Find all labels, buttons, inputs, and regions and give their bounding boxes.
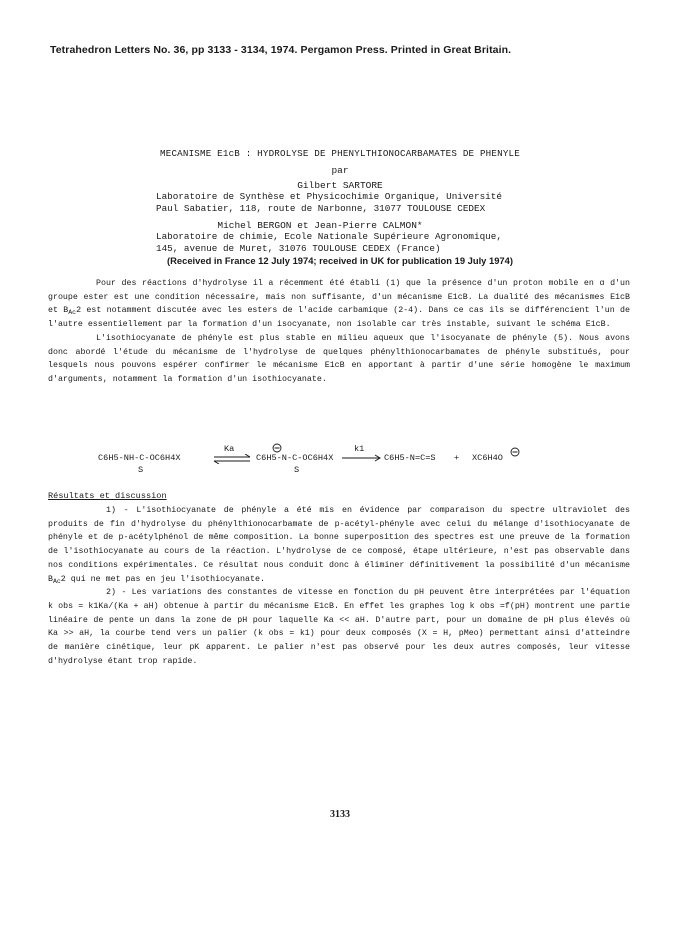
- equilibrium-arrow-icon: [212, 454, 252, 464]
- affiliation-1: [156, 191, 502, 214]
- scheme-intermediate: C6H5-N-C-OC6H4X: [256, 453, 334, 463]
- affiliation-2-line-2: 145, avenue de Muret, 31076 TOULOUSE CEDEX (France): [156, 242, 441, 254]
- scheme-equilibrium-label: Ka: [224, 444, 235, 454]
- by-line: par: [331, 165, 349, 176]
- scheme-reactant-sulfur: S: [138, 465, 144, 475]
- scheme-intermediate-sulfur: S: [294, 465, 300, 475]
- results-p1-subscript: Ac: [52, 577, 61, 585]
- scheme-product-phenolate: XC6H4O: [472, 453, 503, 463]
- affiliation-2: [156, 231, 502, 254]
- scheme-reactant: C6H5-NH-C-OC6H4X: [98, 453, 181, 463]
- forward-arrow-icon: [340, 454, 382, 462]
- intro-p1-text: Pour des réactions d'hydrolyse il a récemment été établi (1) que la présence d'un proton mobile en α d'un groupe ester est une condition nécessaire, mais non suffisante, d'un mécanisme E1cB. La dualité des mécanismes E1cB et B: [48, 279, 630, 316]
- results-paragraph-2: 2) - Les variations des constantes de vitesse en fonction du pH peuvent être interprétées par l'équation k obs = k1Ka/(Ka + aH) obtenue à partir du mécanisme E1cB. En effet les graphes log k obs =f(pH) montrent une partie linéaire de pente un dans la zone de pH pour laquelle Ka << aH. D'autre part, pour un domaine de pH plus élevés où Ka >> aH, la courbe tend vers un palier (k obs = k1) pour deux composés (X = H, pMeo) permettant ainsi d'atteindre de manière cinétique, leur pK apparent. Le palier n'est pas observé pour les deux autres composés, leur vitesse d'hydrolyse étant trop rapide.: [48, 588, 630, 666]
- affiliation-1-line-2: Paul Sabatier, 118, route de Narbonne, 31077 TOULOUSE CEDEX: [156, 202, 486, 214]
- affiliation-2-line-1: Laboratoire de chimie, Ecole Nationale Supérieure Agronomique,: [156, 231, 502, 242]
- scheme-product-isothiocyanate: C6H5-N=C=S: [384, 453, 436, 463]
- author-1: Gilbert SARTORE: [297, 180, 383, 191]
- results-p1-end: 2 qui ne met pas en jeu l'isothiocyanate.: [60, 574, 265, 584]
- journal-header: Tetrahedron Letters No. 36, pp 3133 - 3134, 1974. Pergamon Press. Printed in Great Britain.: [50, 44, 512, 56]
- intro-p1-end: 2 est notamment discutée avec les esters de l'acide carbamique (2-4). Dans ce cas ils se différencient l'un de l'autre essentiellement par la formation d'un isocyanate, non isolable car très instable, suivant le schéma E1cB.: [48, 306, 630, 330]
- results-paragraph-1: [48, 504, 630, 586]
- reaction-scheme: [98, 444, 578, 489]
- results: [48, 504, 630, 668]
- results-p1-text: 1) - L'isothiocyanate de phényle a été mis en évidence par comparaison du spectre ultraviolet des produits de fin d'hydrolyse du phénylthionocarbamate de p-acétyl-phényle avec celui du mélange d'isothiocyanate de phényle et de p-acétylphénol de même composition. La bonne superposition des spectres est une preuve de la formation de l'isothiocyanate au cours de la réaction. L'hydrolyse de ce composé, étape ultérieure, n'est pas observable dans nos conditions expérimentales. Ce résultat nous conduit donc à éliminer définitivement la possibilité d'un mécanisme B: [48, 506, 630, 584]
- scheme-plus: +: [454, 453, 460, 463]
- phenolate-charge-icon: [510, 447, 520, 457]
- intro-paragraph-2: L'isothiocyanate de phényle est plus stable en milieu aqueux que l'isocyanate de phényle (5). Nous avons donc abordé l'étude du mécanisme de l'hydrolyse de quelques phénylthionocarbamates de phényle substitués, pour lesquels nous pouvons espérer confirmer le mécanisme E1cB en apportant à partir d'une série homogène le maximum d'arguments, notamment la formation d'un isothiocyanate.: [48, 333, 630, 384]
- affiliation-1-line-1: Laboratoire de Synthèse et Physicochimie Organique, Université: [156, 191, 502, 202]
- received-dates: (Received in France 12 July 1974; received in UK for publication 19 July 1974): [167, 255, 513, 266]
- article-title: MECANISME E1cB : HYDROLYSE DE PHENYLTHIONOCARBAMATES DE PHENYLE: [160, 148, 520, 159]
- scheme-rate-label: k1: [354, 444, 365, 454]
- section-title: Résultats et discussion: [48, 491, 167, 501]
- page-number: 3133: [330, 809, 350, 820]
- intro-p1-subscript: Ac: [68, 309, 77, 317]
- intro-paragraph-1: [48, 277, 630, 332]
- negative-charge-icon: [272, 443, 282, 453]
- introduction: [48, 277, 630, 387]
- author-2: Michel BERGON et Jean-Pierre CALMON*: [217, 220, 423, 231]
